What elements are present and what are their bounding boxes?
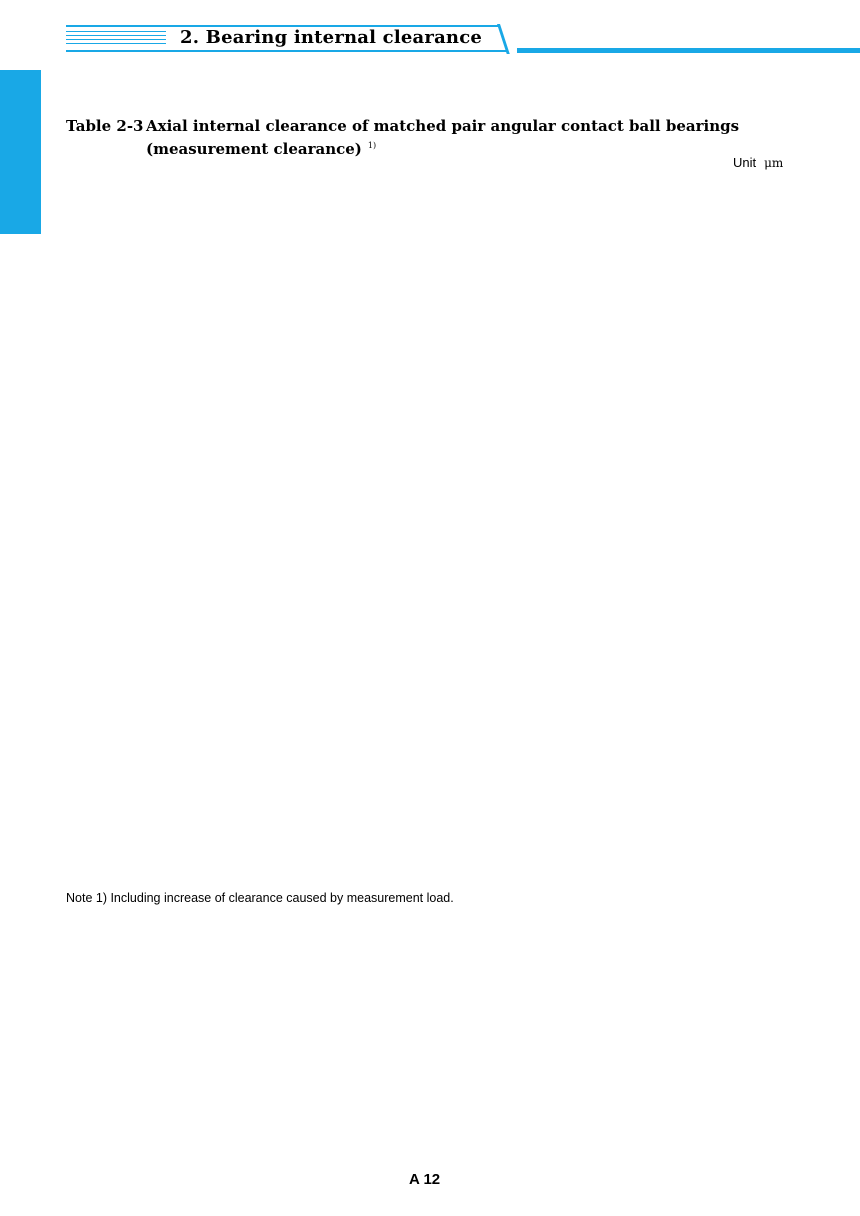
- header-rule-bottom: [66, 50, 507, 52]
- table-note: Note 1) Including increase of clearance caused by measurement load.: [66, 891, 454, 905]
- page-number: A 12: [409, 1171, 441, 1188]
- table-caption: [66, 116, 739, 159]
- unit-text: Unit: [733, 155, 757, 170]
- header-stripe: [66, 43, 166, 44]
- table-title-line1: Axial internal clearance of matched pair angular contact ball bearings: [146, 117, 740, 135]
- header-stripe: [66, 39, 166, 40]
- unit-label: [733, 155, 783, 170]
- table-number: Table 2-3: [66, 117, 144, 135]
- header-bar-right: [517, 48, 860, 53]
- side-tab: [0, 70, 41, 234]
- section-title: 2. Bearing internal clearance: [180, 27, 483, 48]
- header-stripe: [66, 35, 166, 36]
- table-title-line2: (measurement clearance): [146, 140, 362, 158]
- unit-symbol: μm: [764, 156, 784, 170]
- header-stripe: [66, 31, 166, 32]
- footnote-mark: 1): [367, 141, 377, 150]
